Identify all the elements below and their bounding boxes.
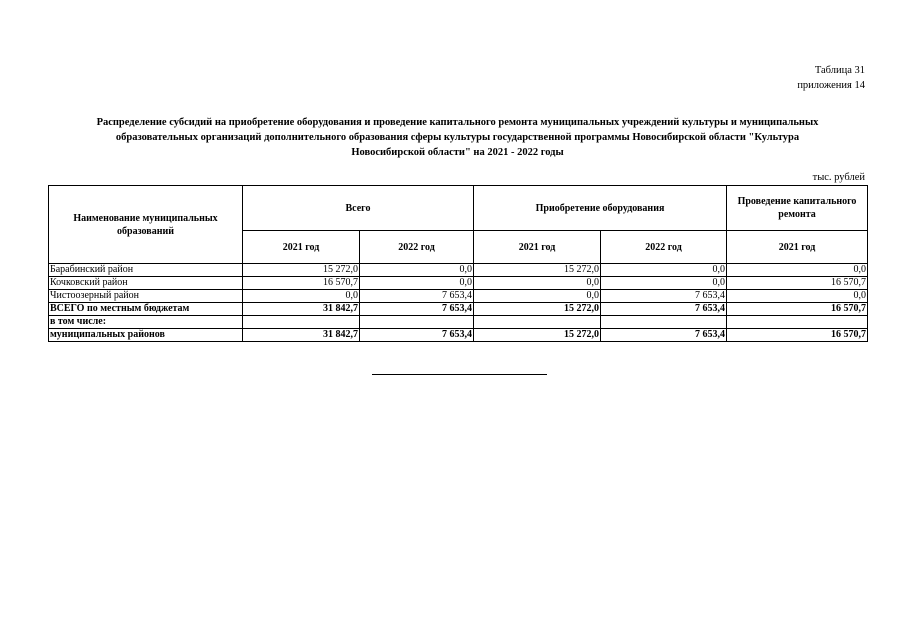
table-row [49, 290, 868, 303]
header-repair: Проведение капитального ремонта [727, 186, 868, 231]
table-number: Таблица 31 [814, 65, 865, 76]
row-name: в том числе: [49, 316, 243, 329]
document-title [48, 115, 867, 160]
row-name: ВСЕГО по местным бюджетам [49, 303, 243, 316]
title-line-3: Новосибирской области" на 2021 - 2022 годы [351, 147, 564, 158]
table-row-total [49, 303, 868, 316]
subsidy-table [48, 185, 868, 342]
cell-repair-2021 [727, 316, 868, 329]
cell-total-2021 [243, 316, 360, 329]
cell-total-2021: 15 272,0 [243, 264, 360, 277]
table-row-districts [49, 329, 868, 342]
header-total-2021: 2021 год [243, 231, 360, 264]
cell-repair-2021: 0,0 [727, 290, 868, 303]
header-equipment: Приобретение оборудования [474, 186, 727, 231]
header-municipality: Наименование муниципальных образований [49, 186, 243, 264]
cell-total-2022: 7 653,4 [360, 303, 474, 316]
cell-equipment-2021: 15 272,0 [474, 329, 601, 342]
cell-total-2021: 31 842,7 [243, 303, 360, 316]
table-reference [797, 63, 865, 93]
row-name: Чистоозерный район [49, 290, 243, 303]
cell-repair-2021: 16 570,7 [727, 329, 868, 342]
cell-repair-2021: 0,0 [727, 264, 868, 277]
header-repair-2021: 2021 год [727, 231, 868, 264]
cell-equipment-2021: 0,0 [474, 277, 601, 290]
cell-total-2022: 0,0 [360, 277, 474, 290]
cell-equipment-2021: 15 272,0 [474, 303, 601, 316]
table-row [49, 264, 868, 277]
header-equipment-2021: 2021 год [474, 231, 601, 264]
cell-equipment-2022: 7 653,4 [601, 290, 727, 303]
cell-total-2021: 16 570,7 [243, 277, 360, 290]
cell-equipment-2021 [474, 316, 601, 329]
cell-total-2022: 7 653,4 [360, 329, 474, 342]
row-name: Кочковский район [49, 277, 243, 290]
end-separator-line [372, 374, 547, 375]
cell-total-2021: 31 842,7 [243, 329, 360, 342]
title-line-2: образовательных организаций дополнительного образования сферы культуры государственной программы Новосибирской области "Культура [115, 132, 800, 143]
cell-equipment-2022: 0,0 [601, 277, 727, 290]
cell-total-2022: 7 653,4 [360, 290, 474, 303]
cell-repair-2021: 16 570,7 [727, 303, 868, 316]
table-row-subheading [49, 316, 868, 329]
cell-equipment-2022: 7 653,4 [601, 329, 727, 342]
header-equipment-2022: 2022 год [601, 231, 727, 264]
cell-equipment-2022: 0,0 [601, 264, 727, 277]
units-label: тыс. рублей [812, 172, 865, 183]
table-row [49, 277, 868, 290]
cell-total-2021: 0,0 [243, 290, 360, 303]
title-line-1: Распределение субсидий на приобретение оборудования и проведение капитального ремонта муниципальных учреждений культуры и муниципальных [96, 117, 819, 128]
cell-equipment-2021: 15 272,0 [474, 264, 601, 277]
cell-repair-2021: 16 570,7 [727, 277, 868, 290]
header-total: Всего [243, 186, 474, 231]
header-total-2022: 2022 год [360, 231, 474, 264]
cell-equipment-2022 [601, 316, 727, 329]
row-name: Барабинский район [49, 264, 243, 277]
cell-equipment-2022: 7 653,4 [601, 303, 727, 316]
row-name: муниципальных районов [49, 329, 243, 342]
appendix-number: приложения 14 [797, 80, 865, 91]
cell-total-2022 [360, 316, 474, 329]
cell-total-2022: 0,0 [360, 264, 474, 277]
cell-equipment-2021: 0,0 [474, 290, 601, 303]
